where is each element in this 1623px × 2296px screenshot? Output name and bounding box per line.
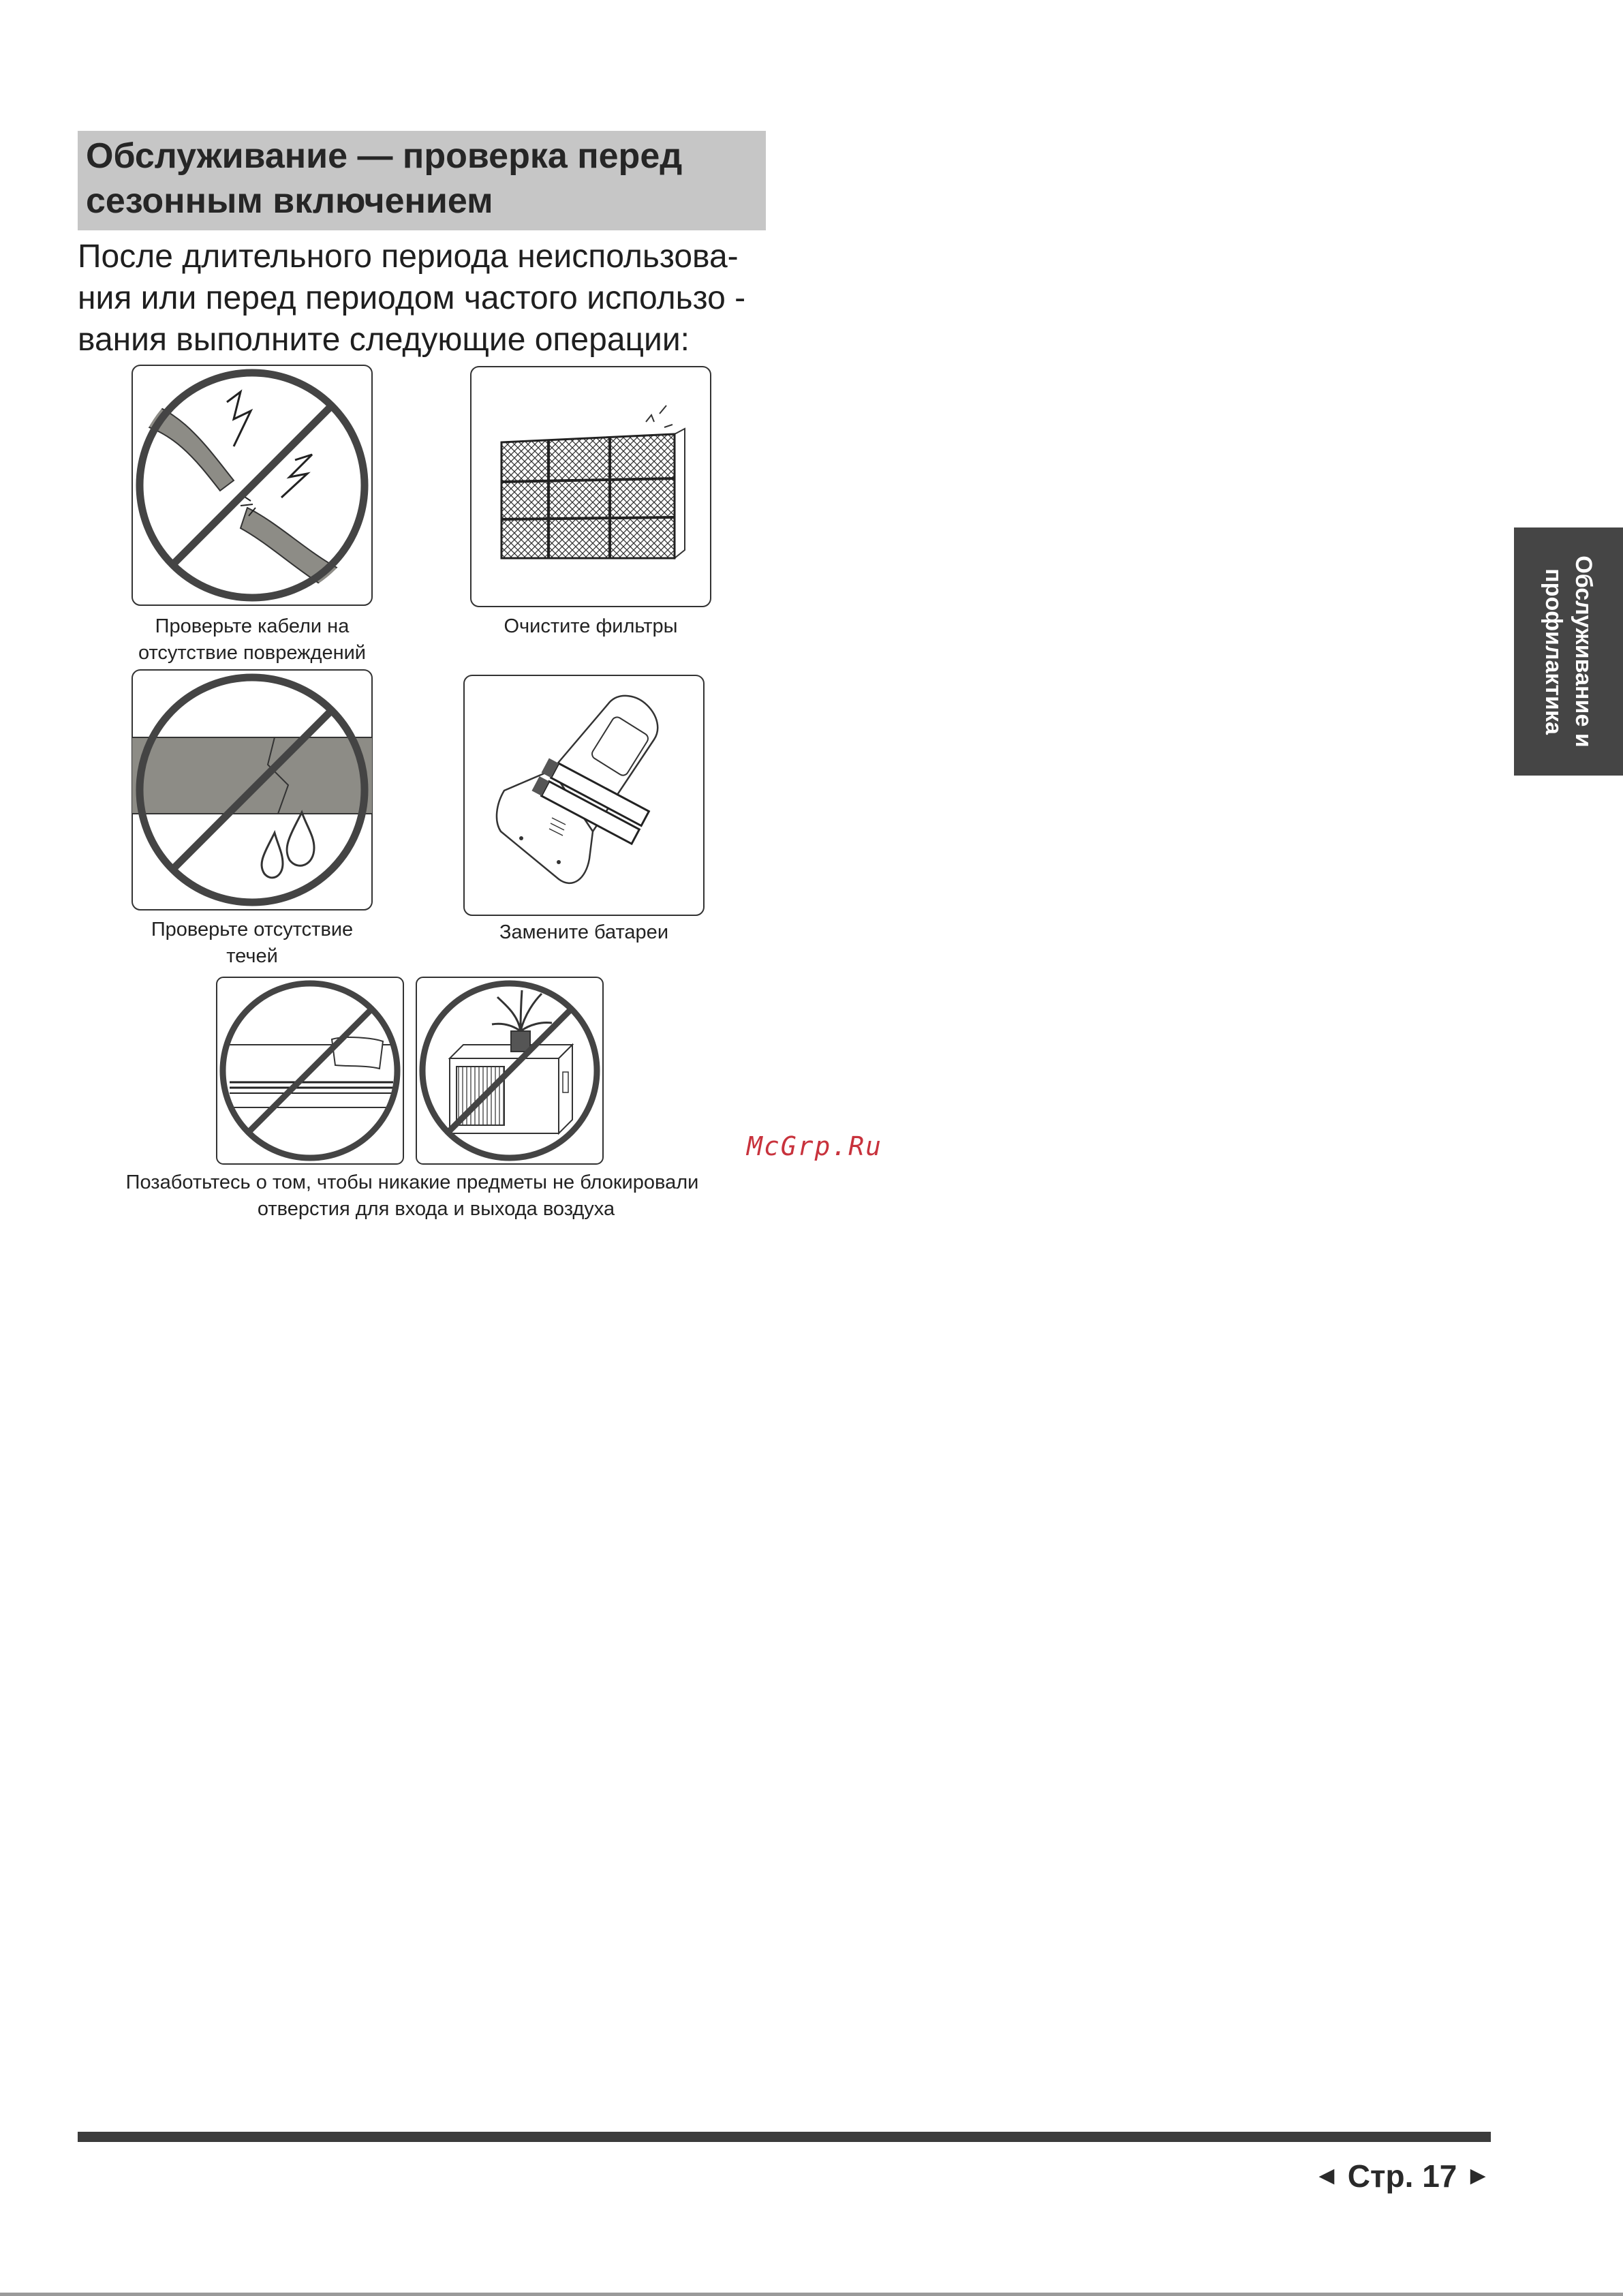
filters-caption: [470, 613, 711, 640]
heading-line-2: сезонным включением: [86, 181, 493, 221]
cables-caption-line-1: Проверьте кабели на: [155, 615, 350, 637]
leak-figure: [132, 669, 373, 910]
side-tab-line-2: профилактика: [1541, 568, 1566, 735]
intro-line-3: вания выполните следующие операции:: [78, 322, 690, 358]
air-filter-figure: [470, 366, 711, 607]
indoor-unit-blocked-figure: [216, 977, 404, 1165]
airflow-caption-line-2: отверстия для входа и выхода воздуха: [257, 1198, 615, 1220]
intro-line-2: ния или перед периодом частого использо -: [78, 280, 746, 316]
intro-paragraph: [78, 236, 779, 361]
section-heading: [78, 131, 766, 230]
footer-rule: [78, 2132, 1491, 2142]
previous-page-arrow-icon[interactable]: ◄: [1314, 2161, 1340, 2190]
section-side-tab: [1514, 527, 1623, 776]
watermark: McGrp.Ru: [747, 1131, 883, 1161]
leaks-caption-line-1: Проверьте отсутствие: [151, 919, 354, 940]
next-page-arrow-icon[interactable]: ►: [1465, 2161, 1491, 2190]
battery-replacement-figure: [463, 675, 705, 916]
cables-caption-line-2: отсутствие повреждений: [138, 642, 366, 664]
heading-line-1: Обслуживание — проверка перед: [86, 136, 683, 176]
batteries-caption-line-1: Замените батареи: [499, 921, 669, 943]
outdoor-unit-blocked-figure: [416, 977, 604, 1165]
airflow-caption: [109, 1169, 715, 1223]
leaks-caption: [132, 917, 373, 970]
page-number: Стр. 17: [1347, 2158, 1457, 2194]
cables-caption: [132, 613, 373, 667]
filters-caption-line-1: Очистите фильтры: [504, 615, 678, 637]
damaged-cable-figure: [132, 365, 373, 606]
intro-line-1: После длительного периода неиспользова-: [78, 239, 739, 275]
airflow-caption-line-1: Позаботьтесь о том, чтобы никакие предметы не блокировали: [125, 1172, 699, 1193]
page-navigation: [1314, 2158, 1491, 2194]
side-tab-label: [1539, 555, 1598, 747]
leaks-caption-line-2: течей: [226, 945, 278, 967]
side-tab-line-1: Обслуживание и: [1571, 555, 1596, 748]
batteries-caption: [463, 919, 705, 946]
page-bottom-edge: [0, 2293, 1623, 2296]
